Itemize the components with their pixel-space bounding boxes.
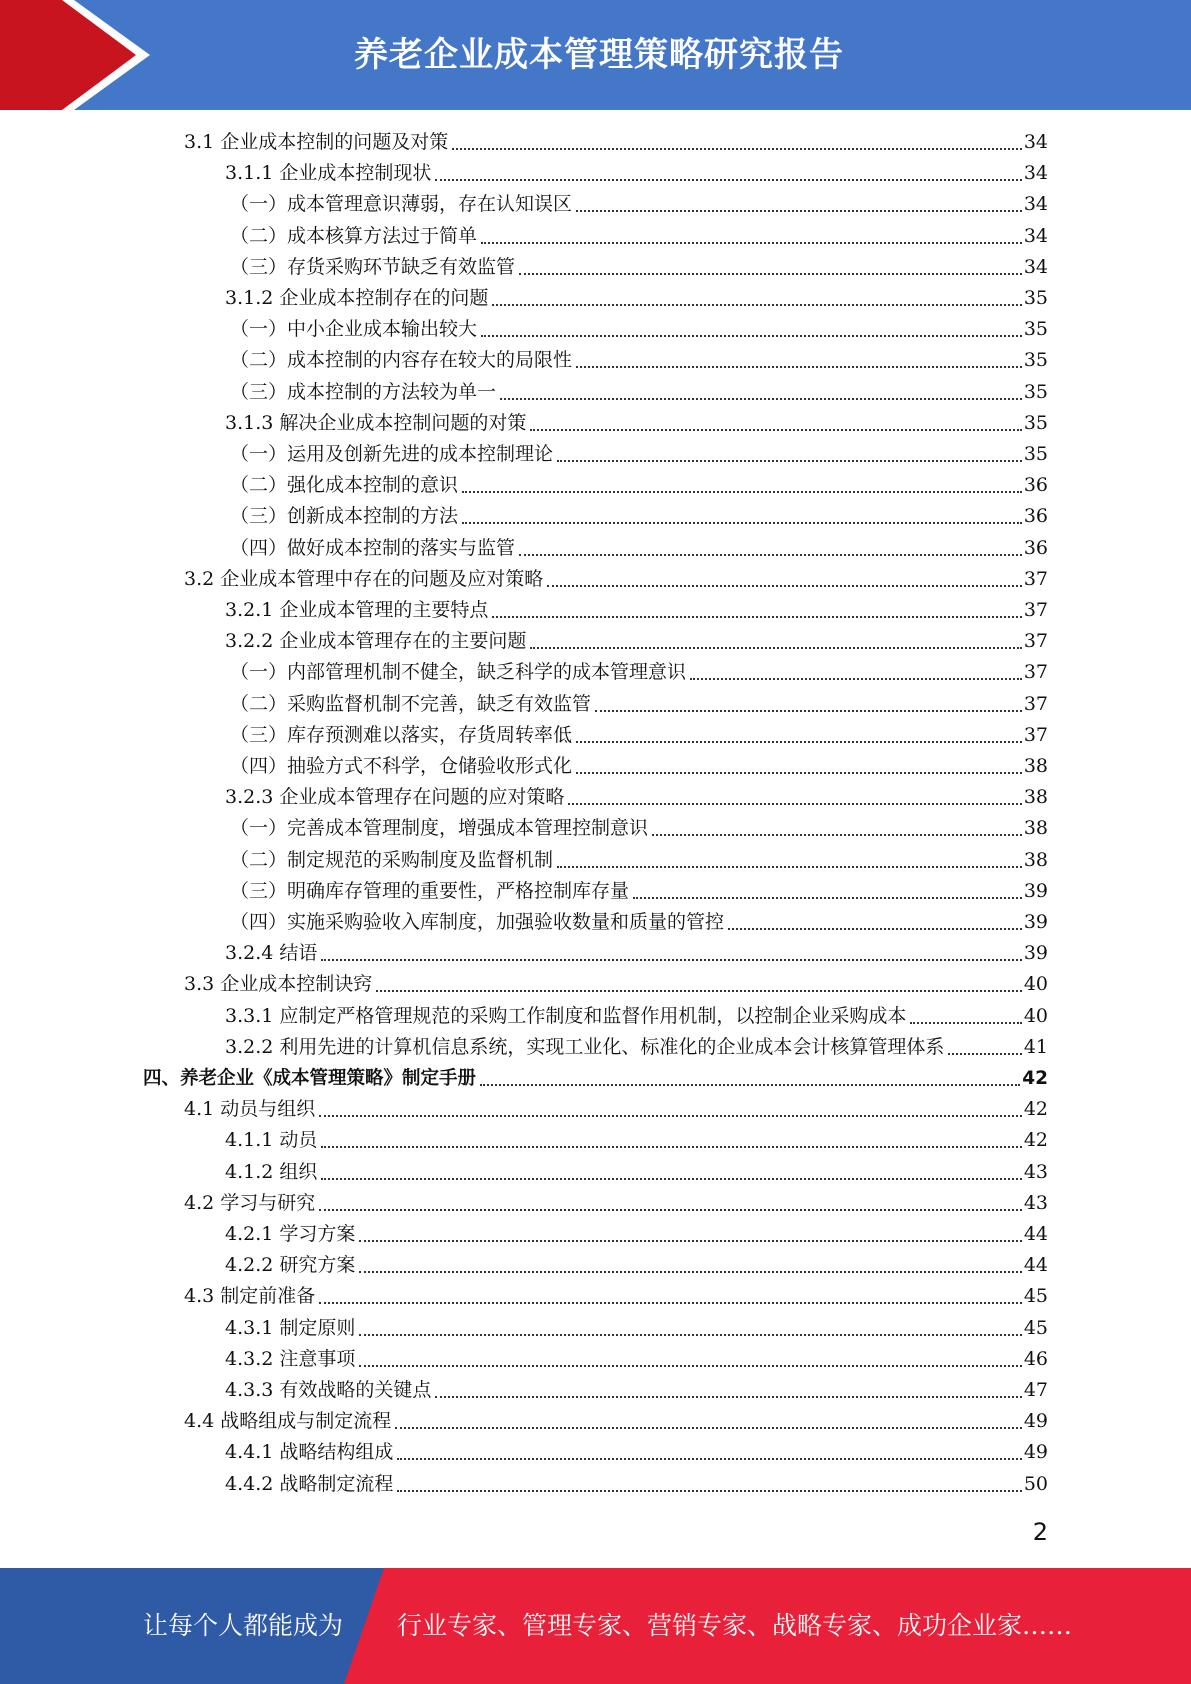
toc-dot-leader [492, 304, 1021, 306]
toc-entry-page: 42 [1023, 1129, 1048, 1152]
toc-entry[interactable] [225, 1375, 1048, 1406]
toc-entry-page: 43 [1023, 1191, 1048, 1214]
toc-entry-title: 3.1.3 解决企业成本控制问题的对策 [225, 411, 527, 434]
report-title: 养老企业成本管理策略研究报告 [354, 35, 844, 75]
footer-slogan-right: 行业专家、管理专家、营销专家、战略专家、成功企业家…… [397, 1611, 1073, 1640]
toc-dot-leader [395, 1427, 1022, 1429]
toc-entry[interactable] [230, 345, 1048, 376]
toc-entry-title: （二）强化成本控制的意识 [230, 474, 459, 497]
toc-entry-title: 4.3.1 制定原则 [225, 1316, 356, 1339]
toc-entry[interactable] [184, 564, 1048, 595]
toc-entry-title: （三）存货采购环节缺乏有效监管 [230, 255, 516, 278]
toc-entry-page: 37 [1023, 567, 1048, 590]
toc-entry[interactable] [225, 1032, 1048, 1063]
toc-entry[interactable] [230, 720, 1048, 751]
toc-entry-page: 45 [1023, 1285, 1048, 1308]
toc-entry-title: 3.2.1 企业成本管理的主要特点 [225, 599, 489, 621]
toc-dot-leader [595, 710, 1022, 712]
toc-entry[interactable] [184, 1188, 1048, 1219]
toc-entry-page: 44 [1023, 1254, 1048, 1277]
toc-entry[interactable] [225, 1437, 1048, 1468]
toc-entry-page: 35 [1023, 380, 1048, 403]
toc-entry-title: 3.2.3 企业成本管理存在问题的应对策略 [225, 786, 565, 809]
toc-entry-page: 47 [1023, 1379, 1048, 1401]
toc-entry-title: 3.1 企业成本控制的问题及对策 [184, 131, 449, 153]
toc-entry[interactable] [230, 876, 1048, 907]
toc-dot-leader [557, 460, 1022, 462]
toc-entry-page: 43 [1023, 1160, 1048, 1183]
toc-entry[interactable] [225, 1001, 1048, 1032]
toc-entry-title: 四、养老企业《成本管理策略》制定手册 [143, 1068, 477, 1089]
toc-entry[interactable] [230, 657, 1048, 688]
toc-entry-title: 3.1.1 企业成本控制现状 [225, 162, 432, 185]
toc-entry[interactable] [230, 813, 1048, 844]
toc-entry-page: 34 [1023, 131, 1048, 153]
toc-entry[interactable] [225, 626, 1048, 657]
toc-entry-title: 4.2.2 研究方案 [225, 1254, 356, 1277]
toc-entry[interactable] [230, 845, 1048, 876]
toc-entry-title: （一）运用及创新先进的成本控制理论 [230, 443, 554, 465]
toc-entry-page: 35 [1023, 318, 1048, 341]
toc-entry-page: 39 [1023, 942, 1048, 965]
toc-dot-leader [359, 1271, 1021, 1273]
toc-dot-leader [376, 990, 1022, 992]
toc-entry-page: 44 [1023, 1223, 1048, 1245]
toc-entry-page: 37 [1023, 723, 1048, 746]
toc-entry-page: 38 [1023, 817, 1048, 840]
toc-dot-leader [462, 522, 1022, 524]
toc-entry-title: （四）做好成本控制的落实与监管 [230, 536, 516, 559]
toc-entry-page: 36 [1023, 505, 1048, 528]
toc-entry[interactable] [230, 189, 1048, 220]
toc-entry[interactable] [225, 1469, 1048, 1500]
toc-entry-page: 38 [1023, 786, 1048, 809]
toc-entry[interactable] [225, 1344, 1048, 1375]
toc-dot-leader [576, 772, 1022, 774]
toc-entry[interactable] [230, 533, 1048, 564]
toc-entry-page: 35 [1023, 287, 1048, 309]
toc-entry-page: 38 [1023, 848, 1048, 871]
toc-entry-title: 3.2 企业成本管理中存在的问题及应对策略 [184, 567, 544, 590]
toc-dot-leader [652, 834, 1022, 836]
toc-entry[interactable] [184, 1281, 1048, 1312]
toc-entry-page: 38 [1023, 755, 1048, 777]
toc-entry-title: 4.3.2 注意事项 [225, 1347, 356, 1370]
toc-entry-title: （一）完善成本管理制度，增强成本管理控制意识 [230, 817, 649, 840]
toc-entry-title: 4.1 动员与组织 [184, 1098, 316, 1121]
toc-entry-page: 35 [1023, 411, 1048, 434]
toc-entry-title: 4.4 战略组成与制定流程 [184, 1410, 392, 1433]
toc-entry-title: （三）明确库存管理的重要性，严格控制库存量 [230, 879, 630, 902]
page-footer [0, 1568, 1191, 1684]
toc-entry[interactable] [225, 158, 1048, 189]
toc-entry[interactable] [230, 252, 1048, 283]
toc-entry[interactable] [230, 314, 1048, 345]
toc-entry-page: 34 [1023, 224, 1048, 247]
toc-entry[interactable] [225, 1125, 1048, 1156]
toc-entry-title: 4.1.2 组织 [225, 1160, 318, 1183]
toc-dot-leader [480, 1084, 1020, 1086]
toc-entry-page: 34 [1023, 162, 1048, 185]
toc-dot-leader [910, 1022, 1021, 1024]
toc-dot-leader [452, 148, 1022, 150]
toc-dot-leader [530, 429, 1021, 431]
toc-dot-leader [948, 1053, 1021, 1055]
toc-entry[interactable] [230, 751, 1048, 782]
toc-entry[interactable] [230, 907, 1048, 938]
toc-dot-leader [576, 741, 1022, 743]
toc-entry-title: （二）采购监督机制不完善，缺乏有效监管 [230, 692, 592, 715]
toc-entry-page: 39 [1023, 879, 1048, 902]
toc-entry-title: 4.3.3 有效战略的关键点 [225, 1379, 432, 1401]
toc-entry-title: 3.1.2 企业成本控制存在的问题 [225, 287, 489, 309]
toc-dot-leader [319, 1209, 1022, 1211]
toc-dot-leader [547, 585, 1022, 587]
toc-entry-page: 50 [1023, 1472, 1048, 1495]
toc-dot-leader [319, 1302, 1022, 1304]
toc-dot-leader [397, 1458, 1021, 1460]
toc-dot-leader [519, 554, 1022, 556]
toc-entry-page: 49 [1023, 1441, 1048, 1464]
toc-dot-leader [319, 1115, 1022, 1117]
toc-entry-title: （三）库存预测难以落实，存货周转率低 [230, 723, 573, 746]
toc-entry-title: （三）成本控制的方法较为单一 [230, 380, 497, 403]
toc-entry[interactable] [225, 782, 1048, 813]
toc-entry-title: 3.2.2 企业成本管理存在的主要问题 [225, 630, 527, 653]
toc-entry-page: 37 [1023, 661, 1048, 684]
toc-dot-leader [435, 179, 1021, 181]
toc-dot-leader [557, 866, 1022, 868]
toc-entry[interactable] [225, 1313, 1048, 1344]
toc-entry[interactable] [184, 1094, 1048, 1125]
toc-dot-leader [397, 1490, 1021, 1492]
toc-entry[interactable] [225, 408, 1048, 439]
toc-dot-leader [359, 1334, 1021, 1336]
toc-entry-title: 3.3 企业成本控制诀窍 [184, 973, 373, 996]
toc-dot-leader [481, 242, 1022, 244]
toc-entry-page: 45 [1023, 1316, 1048, 1339]
toc-entry-title: （一）中小企业成本输出较大 [230, 318, 478, 341]
toc-entry[interactable] [230, 470, 1048, 501]
toc-entry-page: 49 [1023, 1410, 1048, 1433]
toc-entry-title: 3.3.1 应制定严格管理规范的采购工作制度和监督作用机制，以控制企业采购成本 [225, 1004, 907, 1027]
toc-entry-page: 42 [1022, 1068, 1048, 1089]
toc-entry-page: 41 [1023, 1035, 1048, 1058]
toc-entry-page: 46 [1023, 1347, 1048, 1370]
toc-entry[interactable] [225, 1219, 1048, 1250]
footer-slogan-left: 让每个人都能成为 [143, 1611, 344, 1640]
toc-dot-leader [321, 959, 1021, 961]
toc-entry-page: 40 [1023, 1004, 1048, 1027]
toc-entry[interactable] [225, 283, 1048, 314]
toc-entry-page: 36 [1023, 474, 1048, 497]
toc-entry[interactable] [230, 221, 1048, 252]
toc-entry-title: 3.2.2 利用先进的计算机信息系统，实现工业化、标准化的企业成本会计核算管理体系 [225, 1035, 945, 1058]
toc-entry-page: 34 [1023, 255, 1048, 278]
toc-entry[interactable] [225, 595, 1048, 626]
toc-dot-leader [519, 273, 1022, 275]
toc-entry-page: 42 [1023, 1098, 1048, 1121]
toc-entry-title: （四）抽验方式不科学，仓储验收形式化 [230, 755, 573, 777]
toc-dot-leader [728, 928, 1022, 930]
toc-dot-leader [359, 1240, 1021, 1242]
toc-entry[interactable] [225, 1157, 1048, 1188]
toc-dot-leader [492, 616, 1021, 618]
toc-entry-page: 35 [1023, 443, 1048, 465]
toc-entry[interactable] [184, 969, 1048, 1000]
toc-entry-title: 4.4.2 战略制定流程 [225, 1472, 394, 1495]
toc-entry[interactable] [230, 501, 1048, 532]
toc-entry-title: 4.4.1 战略结构组成 [225, 1441, 394, 1464]
toc-dot-leader [530, 647, 1021, 649]
toc-entry-title: 4.2.1 学习方案 [225, 1223, 356, 1245]
toc-dot-leader [359, 1365, 1021, 1367]
toc-entry-title: 3.2.4 结语 [225, 942, 318, 965]
toc-entry-title: （四）实施采购验收入库制度，加强验收数量和质量的管控 [230, 911, 725, 933]
toc-entry-page: 35 [1023, 349, 1048, 372]
toc-dot-leader [500, 398, 1022, 400]
toc-entry-page: 36 [1023, 536, 1048, 559]
toc-entry[interactable] [230, 377, 1048, 408]
toc-entry-title: （二）成本核算方法过于简单 [230, 224, 478, 247]
toc-dot-leader [690, 678, 1022, 680]
toc-dot-leader [576, 210, 1022, 212]
toc-entry-page: 34 [1023, 193, 1048, 216]
toc-dot-leader [633, 897, 1022, 899]
toc-dot-leader [481, 335, 1022, 337]
toc-entry[interactable] [225, 1250, 1048, 1281]
toc-entry-page: 37 [1023, 630, 1048, 653]
toc-entry[interactable] [230, 689, 1048, 720]
toc-dot-leader [576, 366, 1022, 368]
toc-entry[interactable] [184, 1406, 1048, 1437]
toc-entry-title: 4.1.1 动员 [225, 1129, 318, 1152]
toc-dot-leader [321, 1178, 1021, 1180]
toc-entry-title: （二）制定规范的采购制度及监督机制 [230, 848, 554, 871]
toc-dot-leader [321, 1146, 1021, 1148]
toc-entry-title: （三）创新成本控制的方法 [230, 505, 459, 528]
toc-entry[interactable] [230, 439, 1048, 470]
toc-entry-page: 40 [1023, 973, 1048, 996]
toc-entry-page: 37 [1023, 599, 1048, 621]
toc-dot-leader [435, 1396, 1021, 1398]
toc-entry-title: （二）成本控制的内容存在较大的局限性 [230, 349, 573, 372]
toc-entry[interactable] [143, 1063, 1048, 1094]
toc-entry[interactable] [225, 938, 1048, 969]
toc-dot-leader [462, 491, 1022, 493]
toc-entry-page: 39 [1023, 911, 1048, 933]
toc-entry-page: 37 [1023, 692, 1048, 715]
toc-entry-title: （一）内部管理机制不健全，缺乏科学的成本管理意识 [230, 661, 687, 684]
toc-entry[interactable] [184, 127, 1048, 158]
toc-dot-leader [568, 803, 1021, 805]
page-number: 2 [1032, 1518, 1048, 1546]
toc-entry-title: 4.2 学习与研究 [184, 1191, 316, 1214]
toc-entry-title: （一）成本管理意识薄弱，存在认知误区 [230, 193, 573, 216]
toc-entry-title: 4.3 制定前准备 [184, 1285, 316, 1308]
page-header [0, 0, 1191, 110]
